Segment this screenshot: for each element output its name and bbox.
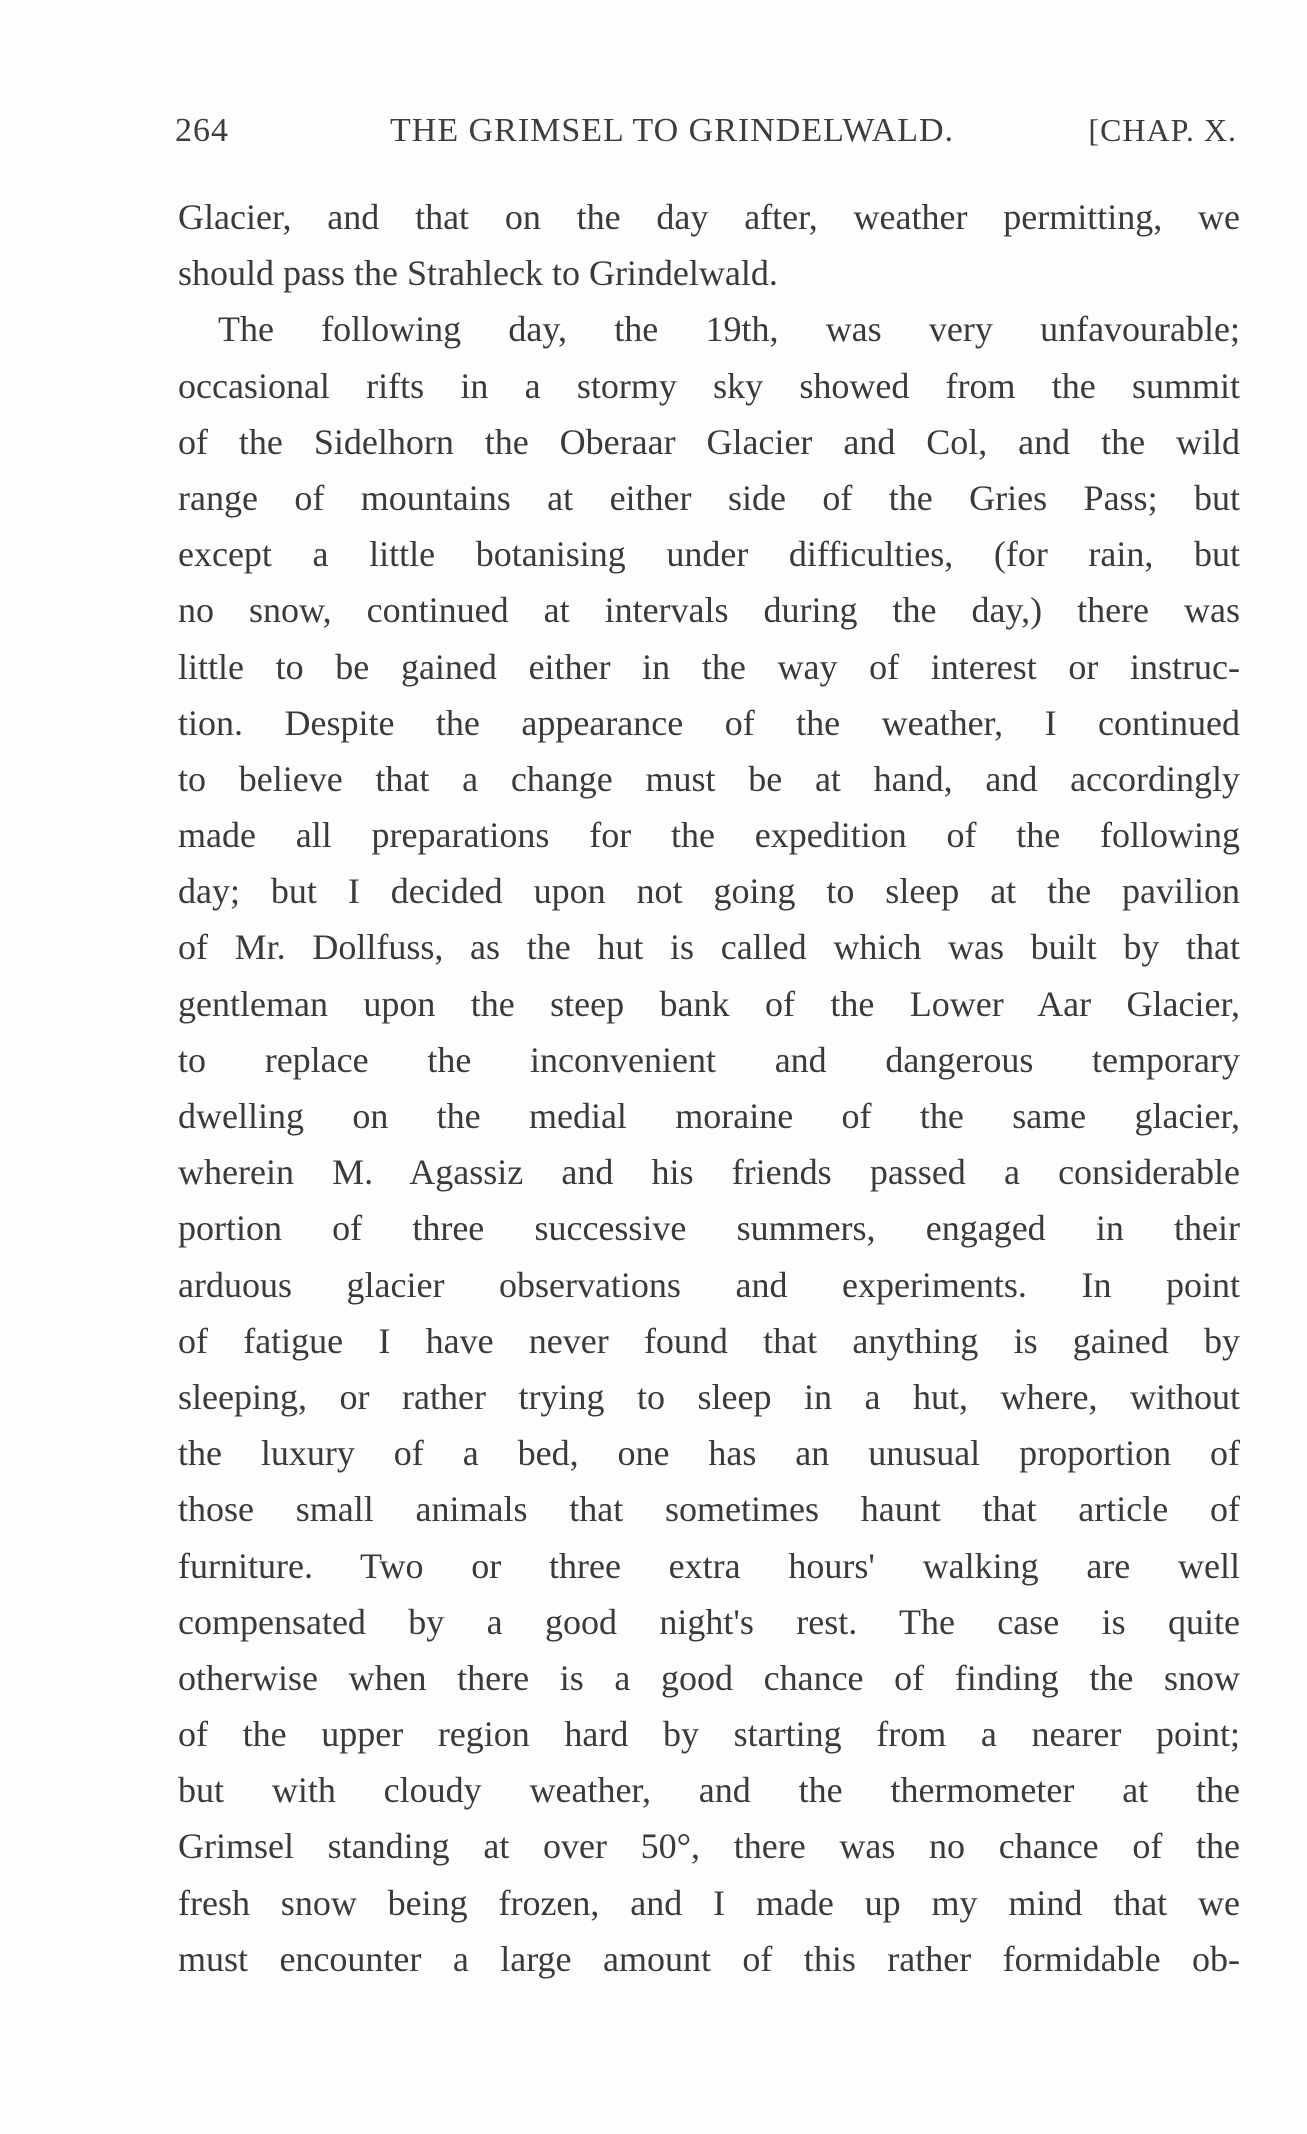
- text-line: must encounter a large amount of this rather formidable ob-: [178, 1938, 1240, 1979]
- text-line: those small animals that sometimes haunt that article of: [178, 1489, 1240, 1530]
- text-line: wherein M. Agassiz and his friends passed a considerable: [178, 1152, 1240, 1193]
- text-line: furniture. Two or three extra hours' walking are well: [178, 1545, 1240, 1586]
- running-title: THE GRIMSEL TO GRINDELWALD.: [390, 112, 955, 149]
- text-line: of Mr. Dollfuss, as the hut is called which was built by that: [178, 927, 1240, 968]
- text-line: fresh snow being frozen, and I made up my mind that we: [178, 1882, 1240, 1923]
- text-line: of the Sidelhorn the Oberaar Glacier and Col, and the wild: [178, 421, 1240, 462]
- text-line: arduous glacier observations and experiments. In point: [178, 1264, 1240, 1305]
- text-line: except a little botanising under difficulties, (for rain, but: [178, 534, 1240, 575]
- text-line: dwelling on the medial moraine of the same glacier,: [178, 1096, 1240, 1136]
- text-line: gentleman upon the steep bank of the Lower Aar Glacier,: [178, 983, 1240, 1024]
- text-line: sleeping, or rather trying to sleep in a hut, where, without: [178, 1376, 1240, 1417]
- text-line: should pass the Strahleck to Grindelwald.: [178, 253, 778, 294]
- text-line: no snow, continued at intervals during the day,) there was: [178, 590, 1240, 631]
- text-line: little to be gained either in the way of interest or instruc-: [178, 646, 1240, 687]
- text-line: the luxury of a bed, one has an unusual proportion of: [178, 1433, 1240, 1474]
- text-line: occasional rifts in a stormy sky showed from the summit: [178, 365, 1240, 406]
- text-line: to believe that a change must be at hand, and accordingly: [178, 758, 1240, 799]
- text-line: The following day, the 19th, was very unfavourable;: [218, 309, 1240, 350]
- text-line: otherwise when there is a good chance of finding the snow: [178, 1657, 1240, 1698]
- text-line: Glacier, and that on the day after, weather permitting, we: [178, 197, 1240, 237]
- text-line: Grimsel standing at over 50°, there was no chance of the: [178, 1826, 1240, 1867]
- text-line: made all preparations for the expedition of the following: [178, 815, 1240, 856]
- page-number: 264: [175, 112, 229, 149]
- chapter-reference: [CHAP. X.: [1088, 112, 1237, 148]
- text-line: of the upper region hard by starting from a nearer point;: [178, 1714, 1240, 1755]
- text-line: of fatigue I have never found that anything is gained by: [178, 1320, 1240, 1361]
- text-line: day; but I decided upon not going to sleep at the pavilion: [178, 871, 1240, 912]
- body-text: [178, 189, 1240, 1987]
- text-line: portion of three successive summers, engaged in their: [178, 1208, 1240, 1249]
- text-line: to replace the inconvenient and dangerous temporary: [178, 1039, 1240, 1080]
- text-line: range of mountains at either side of the Gries Pass; but: [178, 477, 1240, 518]
- text-line: tion. Despite the appearance of the weather, I continued: [178, 702, 1240, 743]
- text-line: but with cloudy weather, and the thermometer at the: [178, 1770, 1240, 1811]
- text-line: compensated by a good night's rest. The case is quite: [178, 1601, 1240, 1642]
- running-header: [175, 112, 1237, 156]
